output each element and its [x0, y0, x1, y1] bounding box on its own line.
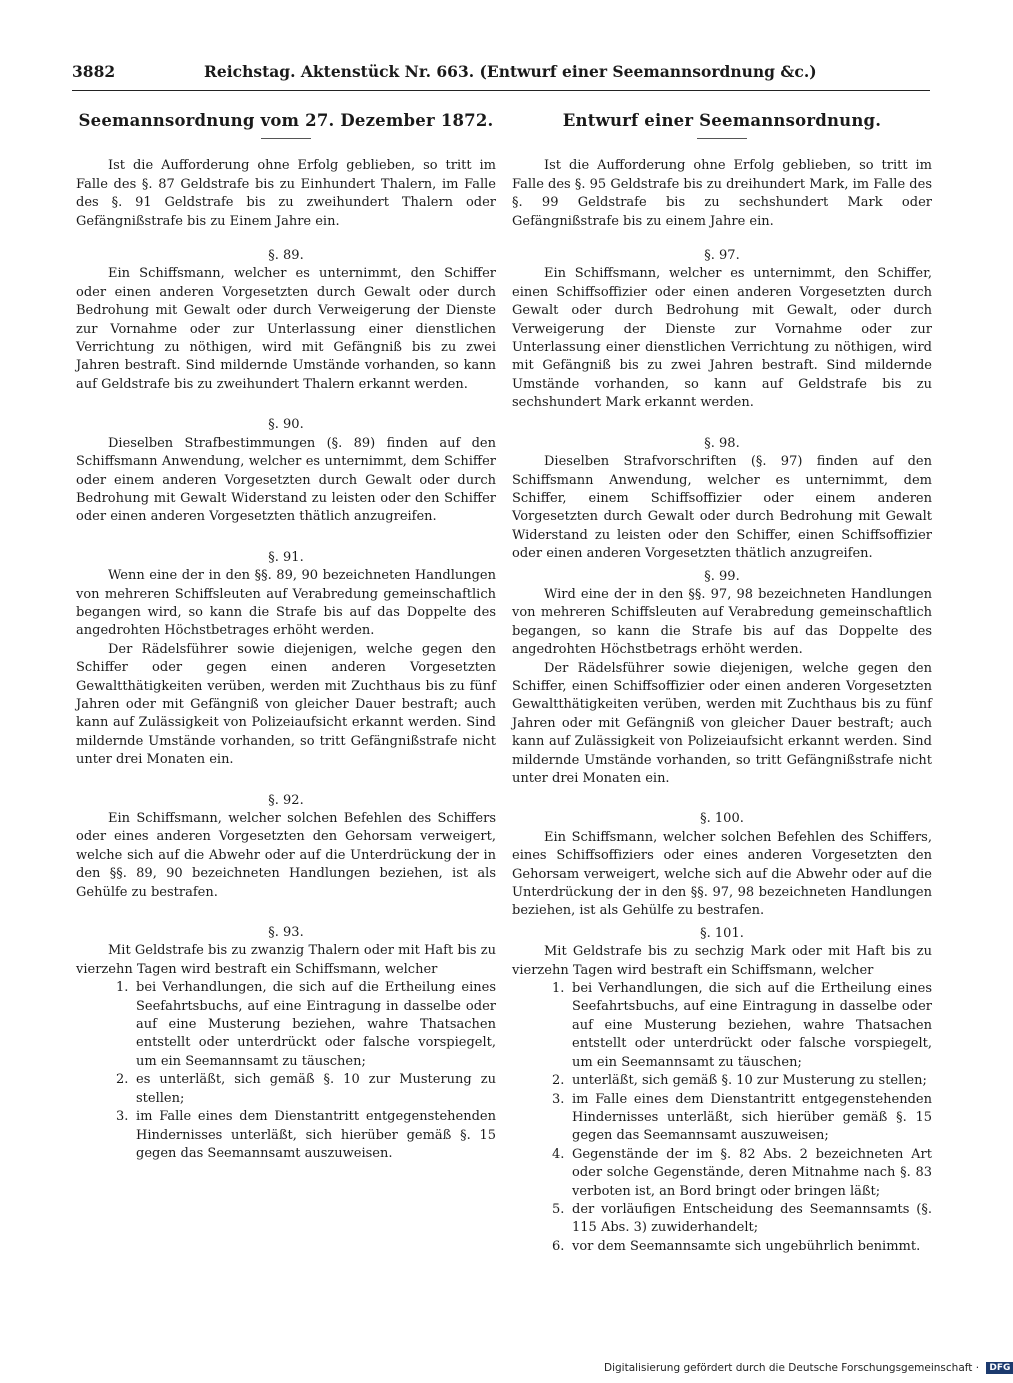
item-number: 6. — [552, 1238, 565, 1254]
section-98-text: Dieselben Strafvorschriften (§. 97) finden auf den Schiffsmann Anwendung, welcher es unternimmt, dem Schiffer, einem Schiffsoffizier oder einem anderen Vorgesetzten durch Gewalt oder durch Bedrohung mit Gewalt Widerstand zu leisten oder den Schiffer, einen Schiffsoffizier oder einen anderen Vorgesetzten thätlich anzugreifen. — [512, 454, 932, 562]
running-title-sub: (Entwurf einer Seemannsordnung &c.) — [479, 62, 817, 81]
footer-separator-dot: · — [972, 1362, 980, 1374]
section-93-item-3 — [116, 1108, 496, 1163]
section-93-item-2 — [116, 1071, 496, 1108]
item-number: 5. — [552, 1201, 565, 1217]
section-101-item-2 — [552, 1072, 932, 1090]
section-100-text: Ein Schiffsmann, welcher solchen Befehlen des Schiffers, eines Schiffsoffiziers oder eines anderen Vorgesetzten den Gehorsam verweigert, welche sich auf die Abwehr oder auf die Unterdrückung der in den §§. 97, 98 bezeichneten Handlungen beziehen, ist als Gehülfe zu bestrafen. — [512, 829, 932, 919]
right-column-title: Entwurf einer Seemannsordnung. — [562, 111, 882, 130]
section-heading-101: §. 101. — [700, 925, 744, 941]
section-89-text: Ein Schiffsmann, welcher es unternimmt, den Schiffer oder einen anderen Vorgesetzten durch Gewalt oder durch Bedrohung mit Gewalt oder durch Verweigerung der Dienste zur Vornahme oder zur Unterlassung einer dienstlichen Verrichtung zu nöthigen, wird mit Gefängniß bis zu zwei Jahren bestraft. Sind mildernde Umstände vorhanden, so kann auf Geldstrafe bis zu zweihundert Thalern erkannt werden. — [76, 266, 496, 392]
item-text: der vorläufigen Entscheidung des Seemannsamts (§. 115 Abs. 3) zuwiderhandelt; — [572, 1201, 932, 1236]
section-heading-98: §. 98. — [704, 435, 740, 451]
item-number: 4. — [552, 1146, 565, 1162]
section-101-item-1 — [552, 980, 932, 1072]
item-text: bei Verhandlungen, die sich auf die Ertheilung eines Seefahrtsbuchs, auf eine Eintragung in dasselbe oder auf eine Musterung beziehen, wahre Thatsachen entstellt oder unterdrückt oder falsche vorspiegelt, um ein Seemannsamt zu täuschen; — [136, 980, 496, 1069]
right-title-rule — [697, 138, 747, 139]
section-heading-100: §. 100. — [700, 811, 744, 827]
section-heading-90: §. 90. — [268, 417, 304, 433]
item-text: unterläßt, sich gemäß §. 10 zur Musterung zu stellen; — [572, 1073, 927, 1089]
item-text: im Falle eines dem Dienstantritt entgegenstehenden Hindernisses unterläßt, sich hierüber gemäß §. 15 gegen das Seemannsamt auszuweisen. — [136, 1109, 496, 1161]
header-rule — [72, 90, 930, 91]
item-number: 3. — [116, 1109, 129, 1125]
section-101-item-4 — [552, 1146, 932, 1201]
digitization-credit — [604, 1362, 1013, 1374]
section-heading-89: §. 89. — [268, 248, 304, 264]
running-title — [204, 62, 817, 81]
item-text: Gegenstände der im §. 82 Abs. 2 bezeichneten Art oder solche Gegenstände, deren Mitnahme nach §. 83 verboten ist, an Bord bringt oder bringen läßt; — [572, 1146, 932, 1199]
left-column-title: Seemannsordnung vom 27. Dezember 1872. — [78, 111, 494, 130]
section-91-text-1: Wenn eine der in den §§. 89, 90 bezeichneten Handlungen von mehreren Schiffsleuten auf Verabredung gemeinschaftlich begangen wird, so kann die Strafe bis auf das Doppelte des angedrohten Höchstbetrages erhöht werden. — [76, 568, 496, 639]
section-heading-97: §. 97. — [704, 248, 740, 264]
dfg-logo: DFG — [986, 1362, 1013, 1374]
section-101-item-3 — [552, 1091, 932, 1146]
digitization-credit-text: Digitalisierung gefördert durch die Deutsche Forschungsgemeinschaft — [604, 1362, 973, 1374]
item-number: 2. — [552, 1073, 565, 1089]
section-heading-92: §. 92. — [268, 792, 304, 808]
item-number: 2. — [116, 1072, 129, 1088]
section-97-text: Ein Schiffsmann, welcher es unternimmt, den Schiffer, einen Schiffsoffizier oder einen anderen Vorgesetzten durch Gewalt oder durch Bedrohung mit Gewalt, oder durch Verweigerung der Dienste zur Vornahme oder zur Unterlassung einer dienstlichen Verrichtung zu nöthigen, wird mit Gefängniß bis zu zwei Jahren bestraft. Sind mildernde Umstände vorhanden, so kann auf Geldstrafe bis zu sechshundert Mark erkannt werden. — [512, 266, 932, 411]
section-101-item-5 — [552, 1201, 932, 1238]
item-text: vor dem Seemannsamte sich ungebührlich benimmt. — [572, 1238, 921, 1254]
item-text: im Falle eines dem Dienstantritt entgegenstehenden Hindernisses unterläßt, sich hierüber gemäß §. 15 gegen das Seemannsamt auszuweisen; — [572, 1091, 932, 1144]
left-intro-paragraph: Ist die Aufforderung ohne Erfolg geblieben, so tritt im Falle des §. 87 Geldstrafe bis zu Einhundert Thalern, im Falle des §. 91 Geldstrafe bis zu zweihundert Thalern oder Gefängnißstrafe bis zu Einem Jahre ein. — [76, 158, 496, 229]
section-93-text: Mit Geldstrafe bis zu zwanzig Thalern oder mit Haft bis zu vierzehn Tagen wird bestraft ein Schiffsmann, welcher — [76, 943, 496, 977]
section-heading-99: §. 99. — [704, 568, 740, 584]
item-number: 1. — [552, 981, 565, 997]
section-91-text-2: Der Rädelsführer sowie diejenigen, welche gegen den Schiffer oder gegen einen anderen Vorgesetzten Gewaltthätigkeiten verüben, werden mit Zuchthaus bis zu fünf Jahren oder mit Gefängniß von gleicher Dauer bestraft; auch kann auf Zulässigkeit von Polizeiaufsicht erkannt werden. Sind mildernde Umstände vorhanden, so tritt Gefängnißstrafe nicht unter drei Monaten ein. — [76, 641, 496, 768]
left-title-rule — [261, 138, 311, 139]
section-92-text: Ein Schiffsmann, welcher solchen Befehlen des Schiffers oder eines anderen Vorgesetzten den Gehorsam verweigert, welche sich auf die Abwehr oder auf die Unterdrückung der in den §§. 89, 90 bezeichneten Handlungen beziehen, ist als Gehülfe zu bestrafen. — [76, 811, 496, 900]
section-heading-91: §. 91. — [268, 549, 304, 565]
section-90-text: Dieselben Strafbestimmungen (§. 89) finden auf den Schiffsmann Anwendung, welcher es unternimmt, dem Schiffer oder einem anderen Vorgesetzten durch Gewalt oder durch Bedrohung mit Gewalt Widerstand zu leisten oder den Schiffer oder einen anderen Vorgesetzten thätlich anzugreifen. — [76, 435, 496, 525]
item-number: 3. — [552, 1091, 565, 1107]
running-title-main: Reichstag. Aktenstück Nr. 663. — [204, 62, 475, 81]
section-99-text-1: Wird eine der in den §§. 97, 98 bezeichneten Handlungen von mehreren Schiffsleuten auf Verabredung gemeinschaftlich begangen, so kann die Strafe bis auf das Doppelte des angedrohten Höchstbetrags erhöht werden. — [512, 586, 932, 658]
item-number: 1. — [116, 980, 129, 996]
page-number: 3882 — [72, 62, 116, 81]
right-intro-paragraph: Ist die Aufforderung ohne Erfolg geblieben, so tritt im Falle des §. 95 Geldstrafe bis zu dreihundert Mark, im Falle des §. 99 Geldstrafe bis zu sechshundert Mark oder Gefängnißstrafe bis zu einem Jahre ein. — [512, 158, 932, 229]
section-101-item-6 — [552, 1238, 932, 1256]
item-text: bei Verhandlungen, die sich auf die Ertheilung eines Seefahrtsbuchs, auf eine Eintragung in dasselbe oder auf eine Musterung beziehen, wahre Thatsachen entstellt oder unterdrückt oder falsche vorspiegelt, um ein Seemannsamt zu täuschen; — [572, 981, 932, 1070]
section-99-text-2: Der Rädelsführer sowie diejenigen, welche gegen den Schiffer, einen Schiffsoffizier oder einen anderen Vorgesetzten Gewaltthätigkeiten verüben, werden mit Zuchthaus bis zu fünf Jahren oder mit Gefängniß von gleicher Dauer bestraft; auch kann auf Zulässigkeit von Polizeiaufsicht erkannt werden. Sind mildernde Umstände vorhanden, so tritt Gefängnißstrafe nicht unter drei Monaten ein. — [512, 660, 932, 786]
section-heading-93: §. 93. — [268, 925, 304, 941]
section-93-item-1 — [116, 979, 496, 1071]
section-101-text: Mit Geldstrafe bis zu sechzig Mark oder mit Haft bis zu vierzehn Tagen wird bestraft ein Schiffsmann, welcher — [512, 944, 932, 978]
left-column — [76, 112, 496, 1163]
right-column — [512, 112, 932, 1256]
page-header — [72, 62, 932, 90]
item-text: es unterläßt, sich gemäß §. 10 zur Musterung zu stellen; — [136, 1072, 496, 1106]
